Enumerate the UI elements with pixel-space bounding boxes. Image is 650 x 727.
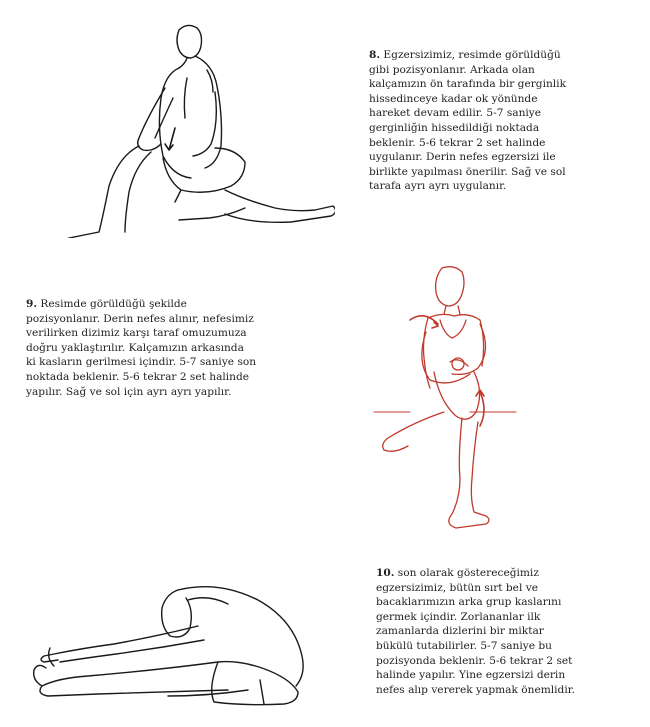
exercise-description: son olarak göstereceğimiz egzersizimiz, bütün sırt bel ve bacaklarımızın arka grup kaslarını germek içindir. Zorlananlar ilk zamanlarda dizlerini bir miktar bükülü tutabilirler. 5-7 saniye bu pozisyonda beklenir. 5-6 tekrar 2 set halinde yapılır. Yine egzersizi derin nefes alıp vererek yapmak önemlidir. [376,567,575,696]
kneeling-stretch-illustration [55,18,335,238]
exercise-number: 9. [26,298,38,310]
exercise-10-text [376,566,575,697]
exercise-number: 10. [376,567,395,579]
exercise-description: Egzersizimiz, resimde görüldüğü gibi pozisyonlanır. Arkada olan kalçamızın ön tarafında bir gerginlik hissedinceye kadar ok yönünde hareket devam edilir. 5-7 saniye gerginliğin hissedildiği noktada beklenir. 5-6 tekrar 2 set halinde uygulanır. Derin nefes egzersizi ile birlikte yapılması önerilir. Sağ ve sol tarafa ayrı ayrı uygulanır. [369,49,566,193]
seated-stretch-illustration [370,262,520,542]
exercise-8-text [369,48,566,194]
exercise-description: Resimde görüldüğü şekilde pozisyonlanır. Derin nefes alınır, nefesimiz verilirken dizimiz karşı taraf omuzumuza doğru yaklaştırılır. Kalçamızın arkasında ki kasların gerilmesi içindir. 5-7 saniye son noktada beklenir. 5-6 tekrar 2 set halinde yapılır. Sağ ve sol için ayrı ayrı yapılır. [26,298,257,398]
exercise-number: 8. [369,49,381,61]
forward-fold-illustration [28,570,318,720]
exercise-9-text [26,297,256,399]
